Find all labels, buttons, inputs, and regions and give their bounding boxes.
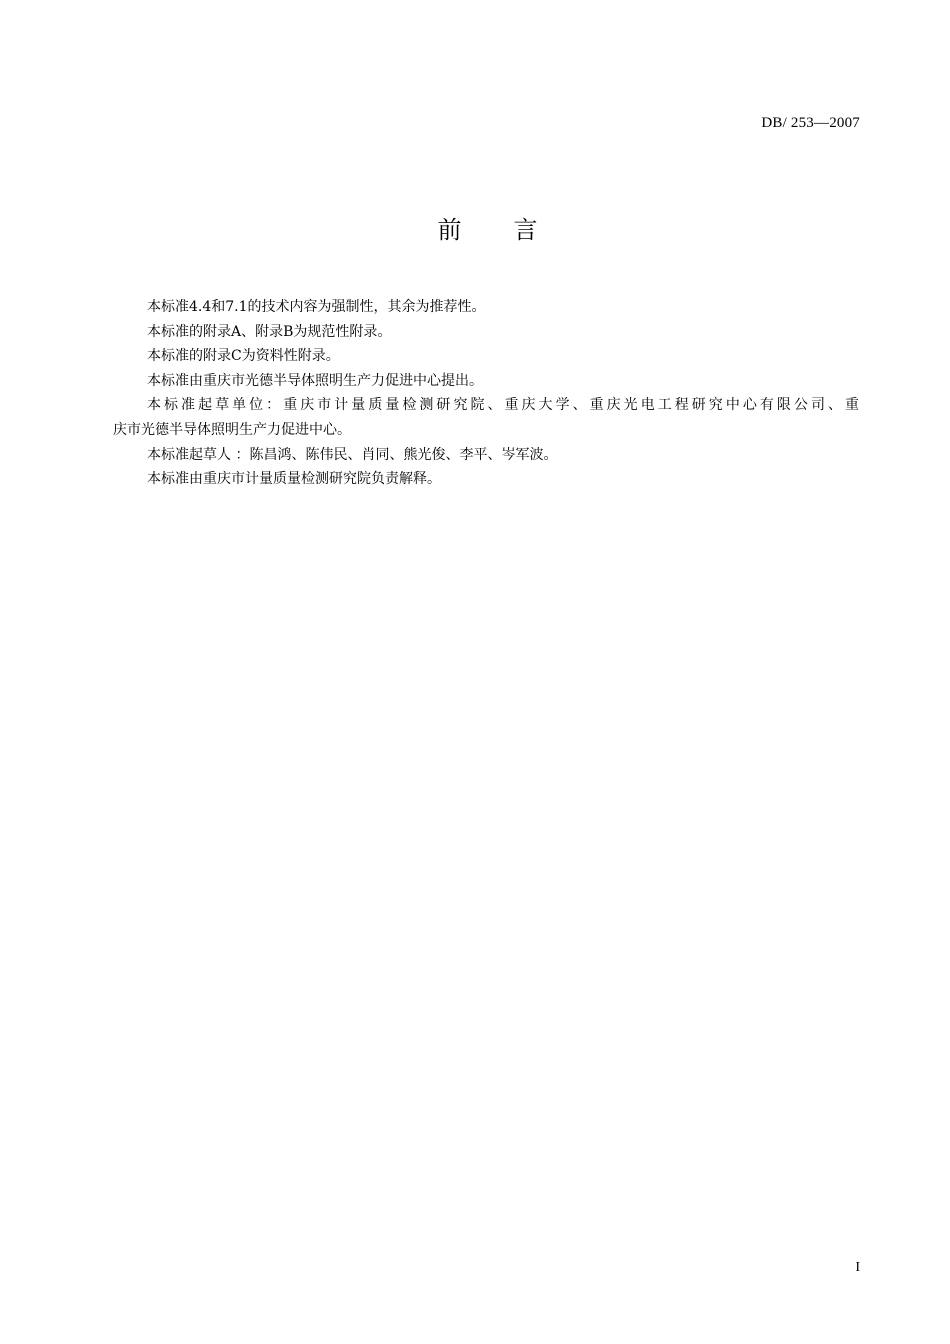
page-title bbox=[0, 210, 950, 245]
title-char-2: 言 bbox=[513, 216, 538, 244]
drafting-units-line-1: 本标准起草单位：重庆市计量质量检测研究院、重庆大学、重庆光电工程研究中心有限公司、重 bbox=[147, 397, 859, 414]
foreword-body bbox=[113, 295, 859, 492]
title-char-1: 前 bbox=[437, 216, 462, 244]
paragraph-normative-appendices: 本标准的附录A、附录B为规范性附录。 bbox=[147, 323, 392, 340]
paragraph-proposer: 本标准由重庆市光德半导体照明生产力促进中心提出。 bbox=[147, 372, 483, 389]
page-number: I bbox=[855, 1260, 860, 1275]
drafting-units-line-2: 庆市光德半导体照明生产力促进中心。 bbox=[113, 421, 351, 438]
paragraph-informative-appendix: 本标准的附录C为资料性附录。 bbox=[147, 348, 340, 365]
paragraph-drafting-units bbox=[113, 393, 859, 442]
paragraph-mandatory-clauses: 本标准4.4和7.1的技术内容为强制性，其余为推荐性。 bbox=[147, 299, 486, 315]
paragraph-interpretation: 本标准由重庆市计量质量检测研究院负责解释。 bbox=[147, 471, 441, 488]
standard-code: DB/ 253—2007 bbox=[761, 115, 860, 131]
paragraph-drafters: 本标准起草人 ：陈昌鸿、陈伟民、肖同、熊光俊、李平、岑军波。 bbox=[147, 446, 558, 463]
